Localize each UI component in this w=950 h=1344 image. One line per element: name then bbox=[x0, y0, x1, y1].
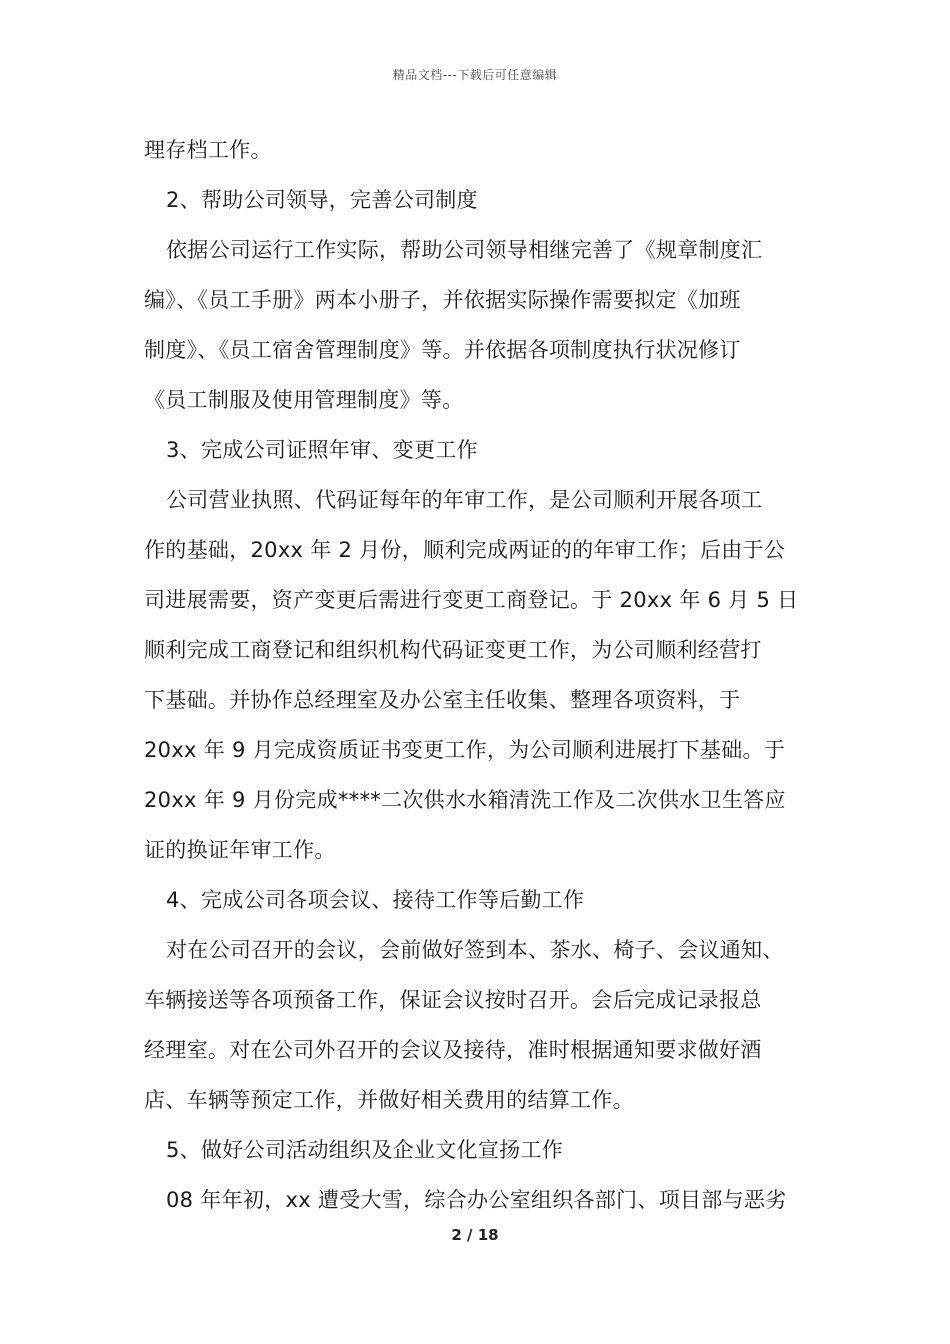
text-line: 顺利完成工商登记和组织机构代码证变更工作，为公司顺利经营打 bbox=[144, 638, 762, 662]
text-line: 对在公司召开的会议，会前做好签到本、茶水、椅子、会议通知、 bbox=[166, 938, 784, 962]
text-line: 公司营业执照、代码证每年的年审工作，是公司顺利开展各项工 bbox=[166, 488, 763, 512]
text-line: 店、车辆等预定工作，并做好相关费用的结算工作。 bbox=[144, 1088, 634, 1112]
text-line: 20xx 年 9 月份完成****二次供水水箱清洗工作及二次供水卫生答应 bbox=[144, 788, 786, 812]
text-line: 司进展需要，资产变更后需进行变更工商登记。于 20xx 年 6 月 5 日 bbox=[144, 588, 799, 612]
text-line: 08 年年初，xx 遭受大雪，综合办公室组织各部门、项目部与恶劣 bbox=[166, 1188, 787, 1212]
text-line: 理存档工作。 bbox=[144, 138, 272, 162]
text-line: 作的基础，20xx 年 2 月份，顺利完成两证的的年审工作；后由于公 bbox=[144, 538, 786, 562]
text-line: 制度》、《员工宿舍管理制度》等。并依据各项制度执行状况修订 bbox=[144, 338, 741, 362]
section-heading: 5、做好公司活动组织及企业文化宣扬工作 bbox=[166, 1138, 564, 1162]
text-line: 编》、《员工手册》两本小册子，并依据实际操作需要拟定《加班 bbox=[144, 288, 741, 312]
page-number: 2 / 18 bbox=[451, 1226, 499, 1244]
section-heading: 3、完成公司证照年审、变更工作 bbox=[166, 438, 478, 462]
text-line: 下基础。并协作总经理室及办公室主任收集、整理各项资料，于 bbox=[144, 688, 741, 712]
page-header: 精品文档---下载后可任意编辑 bbox=[392, 68, 558, 82]
text-line: 20xx 年 9 月完成资质证书变更工作，为公司顺利进展打下基础。于 bbox=[144, 738, 786, 762]
section-heading: 4、完成公司各项会议、接待工作等后勤工作 bbox=[166, 888, 585, 912]
text-line: 经理室。对在公司外召开的会议及接待，准时根据通知要求做好酒 bbox=[144, 1038, 762, 1062]
text-line: 证的换证年审工作。 bbox=[144, 838, 336, 862]
text-line: 依据公司运行工作实际，帮助公司领导相继完善了《规章制度汇 bbox=[166, 238, 763, 262]
text-line: 《员工制服及使用管理制度》等。 bbox=[144, 388, 464, 412]
section-heading: 2、帮助公司领导，完善公司制度 bbox=[166, 188, 478, 212]
document-body bbox=[144, 125, 824, 1225]
text-line: 车辆接送等各项预备工作，保证会议按时召开。会后完成记录报总 bbox=[144, 988, 762, 1012]
